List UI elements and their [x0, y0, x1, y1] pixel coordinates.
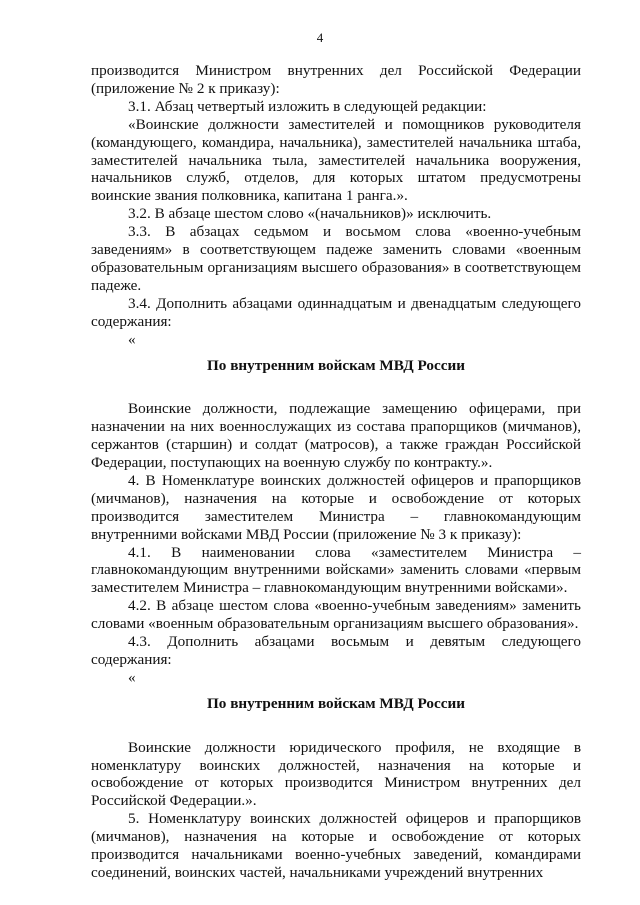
section-heading: По внутренним войскам МВД России: [206, 694, 466, 712]
paragraph-5: 5. Номенклатуру воинских должностей офицеров и прапорщиков (мичманов), назначения на которые и освобождение от которых производится начальниками военно-учебных заведений, командирами соединений, воинских частей, начальниками учреждений внутренних: [91, 810, 581, 881]
paragraph-officer-positions: Воинские должности, подлежащие замещению офицерами, при назначении на них военнослужащих из состава прапорщиков (мичманов), сержантов (старшин) и солдат (матросов), а также граждан Российской Федерации, поступающих на военную службу по контракту.».: [91, 400, 581, 472]
paragraph-4-2: 4.2. В абзаце шестом слова «военно-учебным заведениям» заменить словами «военным образовательным организациям высшего образования».: [91, 597, 581, 633]
paragraph-4: 4. В Номенклатуре воинских должностей офицеров и прапорщиков (мичманов), назначения на которые и освобождение от которых производится заместителем Министра – главнокомандующим внутренними войсками МВД России (приложение № 3 к приказу):: [91, 471, 581, 543]
opening-quote-mark: «: [128, 668, 136, 686]
paragraph-4-3: 4.3. Дополнить абзацами восьмым и девятым следующего содержания:: [91, 633, 581, 668]
paragraph-3-2: 3.2. В абзаце шестом слово «(начальников)» исключить.: [128, 205, 492, 223]
opening-quote-mark: «: [128, 330, 136, 348]
paragraph-continuation: производится Министром внутренних дел Российской Федерации (приложение № 2 к приказу):: [91, 62, 581, 97]
section-heading: По внутренним войскам МВД России: [206, 356, 466, 374]
document-body: [91, 62, 581, 882]
paragraph-legal-positions: Воинские должности юридического профиля, не входящие в номенклатуру воинских должностей, назначения на которые и освобождение от которых производится Министром внутренних дел Российской Федерации.».: [91, 738, 581, 810]
paragraph-3-3: 3.3. В абзацах седьмом и восьмом слова «военно-учебным заведениям» в соответствующем падеже заменить словами «военным образовательным организациям высшего образования» в соответствующем падеже.: [91, 223, 581, 294]
page-number: 4: [316, 30, 324, 45]
paragraph-3-4: 3.4. Дополнить абзацами одиннадцатым и двенадцатым следующего содержания:: [91, 294, 581, 330]
paragraph-4-1: 4.1. В наименовании слова «заместителем Министра – главнокомандующим внутренними войсками» заменить словами «первым заместителем Министра – главнокомандующим внутренними войсками».: [91, 543, 581, 597]
paragraph-3-1-quote: «Воинские должности заместителей и помощников руководителя (командующего, командира, начальника), заместителей начальника штаба, заместителей начальника тыла, заместителей начальника вооружения, начальников служб, отделов, для которых штатом предусмотрены воинские звания полковника, капитана 1 ранга.».: [91, 115, 581, 205]
paragraph-3-1: 3.1. Абзац четвертый изложить в следующей редакции:: [128, 97, 487, 115]
